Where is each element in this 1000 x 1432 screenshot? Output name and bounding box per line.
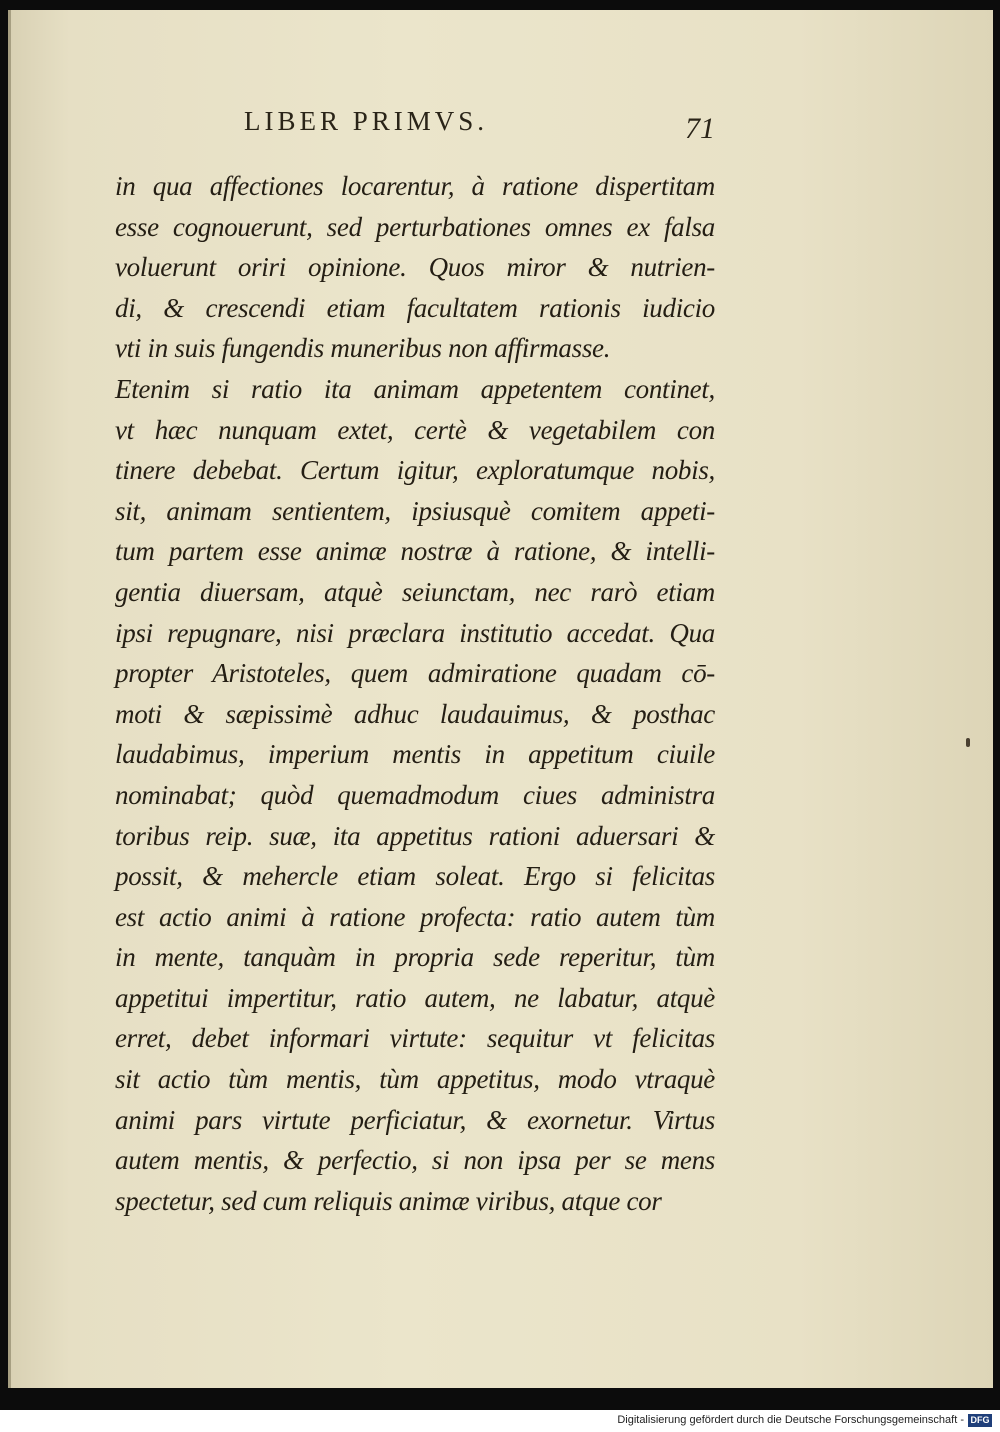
text-line: tinere debebat. Certum igitur, exploratumque nobis, — [115, 455, 715, 486]
page-number: 71 — [685, 112, 715, 145]
text-line: ipsi repugnare, nisi præclara institutio accedat. Qua — [115, 617, 715, 648]
text-line: voluerunt oriri opinione. Quos miror & nutrien- — [115, 252, 715, 283]
text-line: moti & sæpissimè adhuc laudauimus, & posthac — [115, 698, 715, 729]
text-line: toribus reip. suæ, ita appetitus rationi aduersari & — [115, 820, 715, 851]
text-line: appetitui impertitur, ratio autem, ne labatur, atquè — [115, 982, 715, 1013]
text-line: gentia diuersam, atquè seiunctam, nec rarò etiam — [115, 576, 715, 607]
digitization-credit: Digitalisierung gefördert durch die Deutsche Forschungsgemeinschaft - — [617, 1414, 964, 1426]
text-line: Etenim si ratio ita animam appetentem continet, — [115, 373, 715, 404]
text-line: nominabat; quòd quemadmodum ciues administra — [115, 779, 715, 810]
text-line: possit, & mehercle etiam soleat. Ergo si felicitas — [115, 861, 715, 892]
paper-blemish — [966, 738, 970, 747]
dfg-logo: DFG — [968, 1414, 992, 1427]
text-line: esse cognouerunt, sed perturbationes omnes ex falsa — [115, 211, 715, 242]
text-line: in mente, tanquàm in propria sede reperitur, tùm — [115, 942, 715, 973]
text-line: vti in suis fungendis muneribus non affirmasse. — [115, 333, 611, 364]
text-line: autem mentis, & perfectio, si non ipsa per se mens — [115, 1145, 715, 1176]
running-head: LIBER PRIMVS. — [244, 106, 489, 136]
text-line: animi pars virtute perficiatur, & exornetur. Virtus — [115, 1104, 715, 1135]
text-line: propter Aristoteles, quem admiratione quadam cō- — [115, 658, 715, 689]
text-line: sit actio tùm mentis, tùm appetitus, modo vtraquè — [115, 1064, 715, 1095]
text-line: sit, animam sentientem, ipsiusquè comitem appeti- — [115, 495, 715, 526]
text-line: erret, debet informari virtute: sequitur vt felicitas — [115, 1023, 715, 1054]
text-line: di, & crescendi etiam facultatem rationis iudicio — [115, 292, 715, 323]
text-line: tum partem esse animæ nostræ à ratione, & intelli- — [115, 536, 715, 567]
text-line: vt hæc nunquam extet, certè & vegetabilem con — [115, 414, 715, 445]
book-page — [8, 10, 993, 1388]
body-text — [115, 166, 715, 1221]
text-line: spectetur, sed cum reliquis animæ viribus, atque cor — [115, 1185, 662, 1216]
text-line: est actio animi à ratione profecta: ratio autem tùm — [115, 901, 715, 932]
text-line: in qua affectiones locarentur, à ratione dispertitam — [115, 171, 715, 201]
text-line: laudabimus, imperium mentis in appetitum ciuile — [115, 739, 715, 770]
